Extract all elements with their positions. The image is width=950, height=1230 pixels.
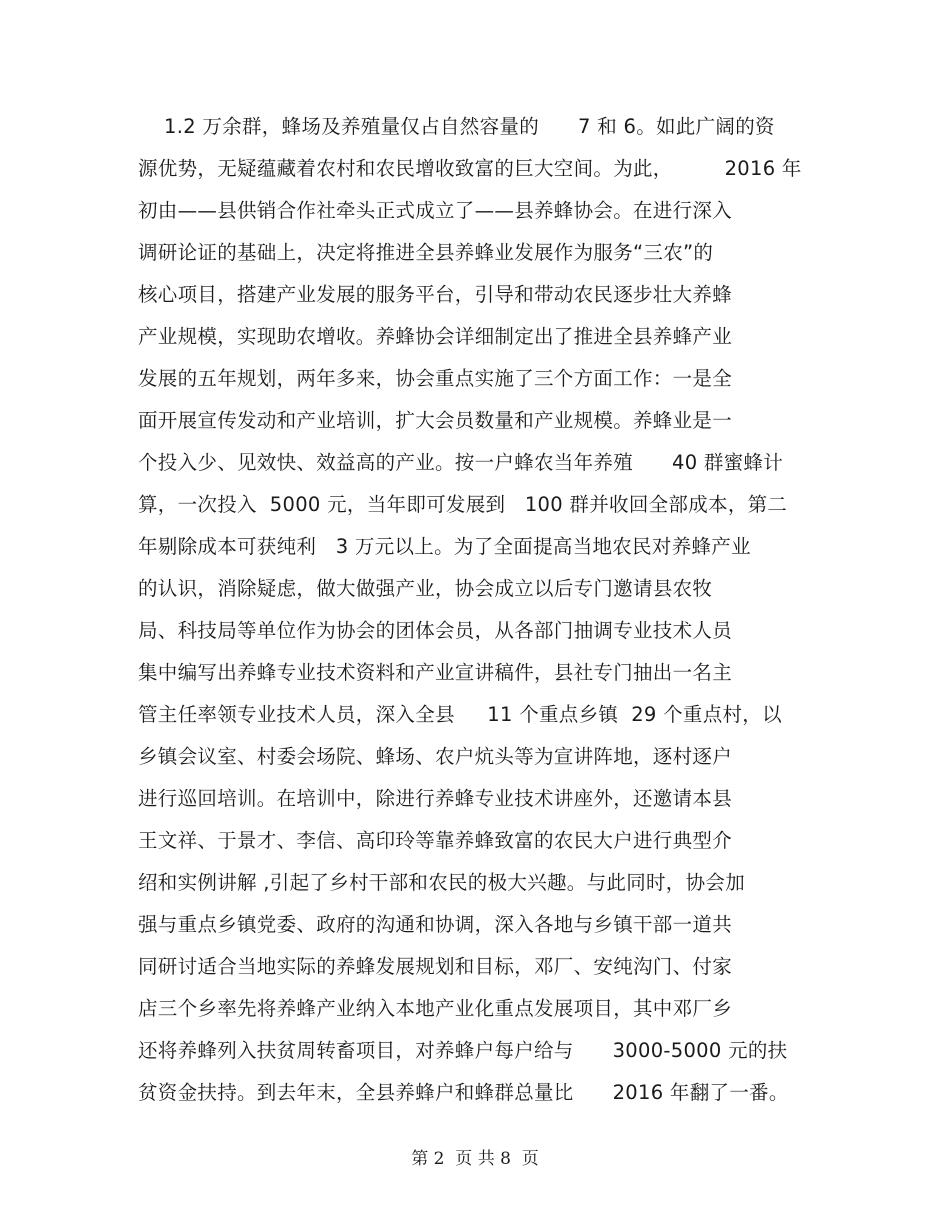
text-line: 还将养蜂列入扶贫周转畜项目，对养蜂户每户给与 3000-5000 元的扶 [138,1039,788,1062]
text-line: 源优势，无疑蕴藏着农村和农民增收致富的巨大空间。为此， 2016 年 [138,157,802,180]
text-line: 1.2 万余群，蜂场及养殖量仅占自然容量的 7 和 6。如此广阔的资 [138,115,775,138]
text-line: 管主任率领专业技术人员，深入全县 11 个重点乡镇 29 个重点村，以 [138,703,782,726]
page-number-footer: 第 2 页 共 8 页 [411,1149,539,1169]
text-line: 强与重点乡镇党委、政府的沟通和协调，深入各地与乡镇干部一道共 [138,913,733,936]
text-line: 个投入少、见效快、效益高的产业。按一户蜂农当年养殖 40 群蜜蜂计 [138,451,784,474]
text-line: 店三个乡率先将养蜂产业纳入本地产业化重点发展项目，其中邓厂乡 [138,997,733,1020]
text-line: 算，一次投入 5000 元，当年即可发展到 100 群并收回全部成本，第二 [138,493,788,516]
text-line: 发展的五年规划，两年多来，协会重点实施了三个方面工作：一是全 [138,367,733,390]
text-line: 核心项目，搭建产业发展的服务平台，引导和带动农民逐步壮大养蜂 [138,283,733,306]
text-line: 集中编写出养蜂专业技术资料和产业宣讲稿件，县社专门抽出一名主 [138,661,733,684]
text-line: 绍和实例讲解 ,引起了乡村干部和农民的极大兴趣。与此同时，协会加 [138,871,745,894]
text-line: 的认识，消除疑虑，做大做强产业，协会成立以后专门邀请县农牧 [138,577,713,600]
text-line: 产业规模，实现助农增收。养蜂协会详细制定出了推进全县养蜂产业 [138,325,733,348]
text-line: 调研论证的基础上，决定将推进全县养蜂业发展作为服务“三农”的 [138,241,714,264]
text-line: 年剔除成本可获纯利 3 万元以上。为了全面提高当地农民对养蜂产业 [138,535,751,558]
text-line: 初由——县供销合作社牵头正式成立了——县养蜂协会。在进行深入 [138,199,732,222]
text-line: 进行巡回培训。在培训中，除进行养蜂专业技术讲座外，还邀请本县 [138,787,733,810]
text-line: 局、科技局等单位作为协会的团体会员，从各部门抽调专业技术人员 [138,619,733,642]
text-line: 乡镇会议室、村委会场院、蜂场、农户炕头等为宣讲阵地，逐村逐户 [138,745,733,768]
text-line: 王文祥、于景才、李信、高印玲等靠养蜂致富的农民大户进行典型介 [138,829,733,852]
text-line: 贫资金扶持。到去年末，全县养蜂户和蜂群总量比 2016 年翻了一番。 [138,1081,789,1104]
text-line: 面开展宣传发动和产业培训，扩大会员数量和产业规模。养蜂业是一 [138,409,733,432]
text-line: 同研讨适合当地实际的养蜂发展规划和目标，邓厂、安纯沟门、付家 [138,955,733,978]
